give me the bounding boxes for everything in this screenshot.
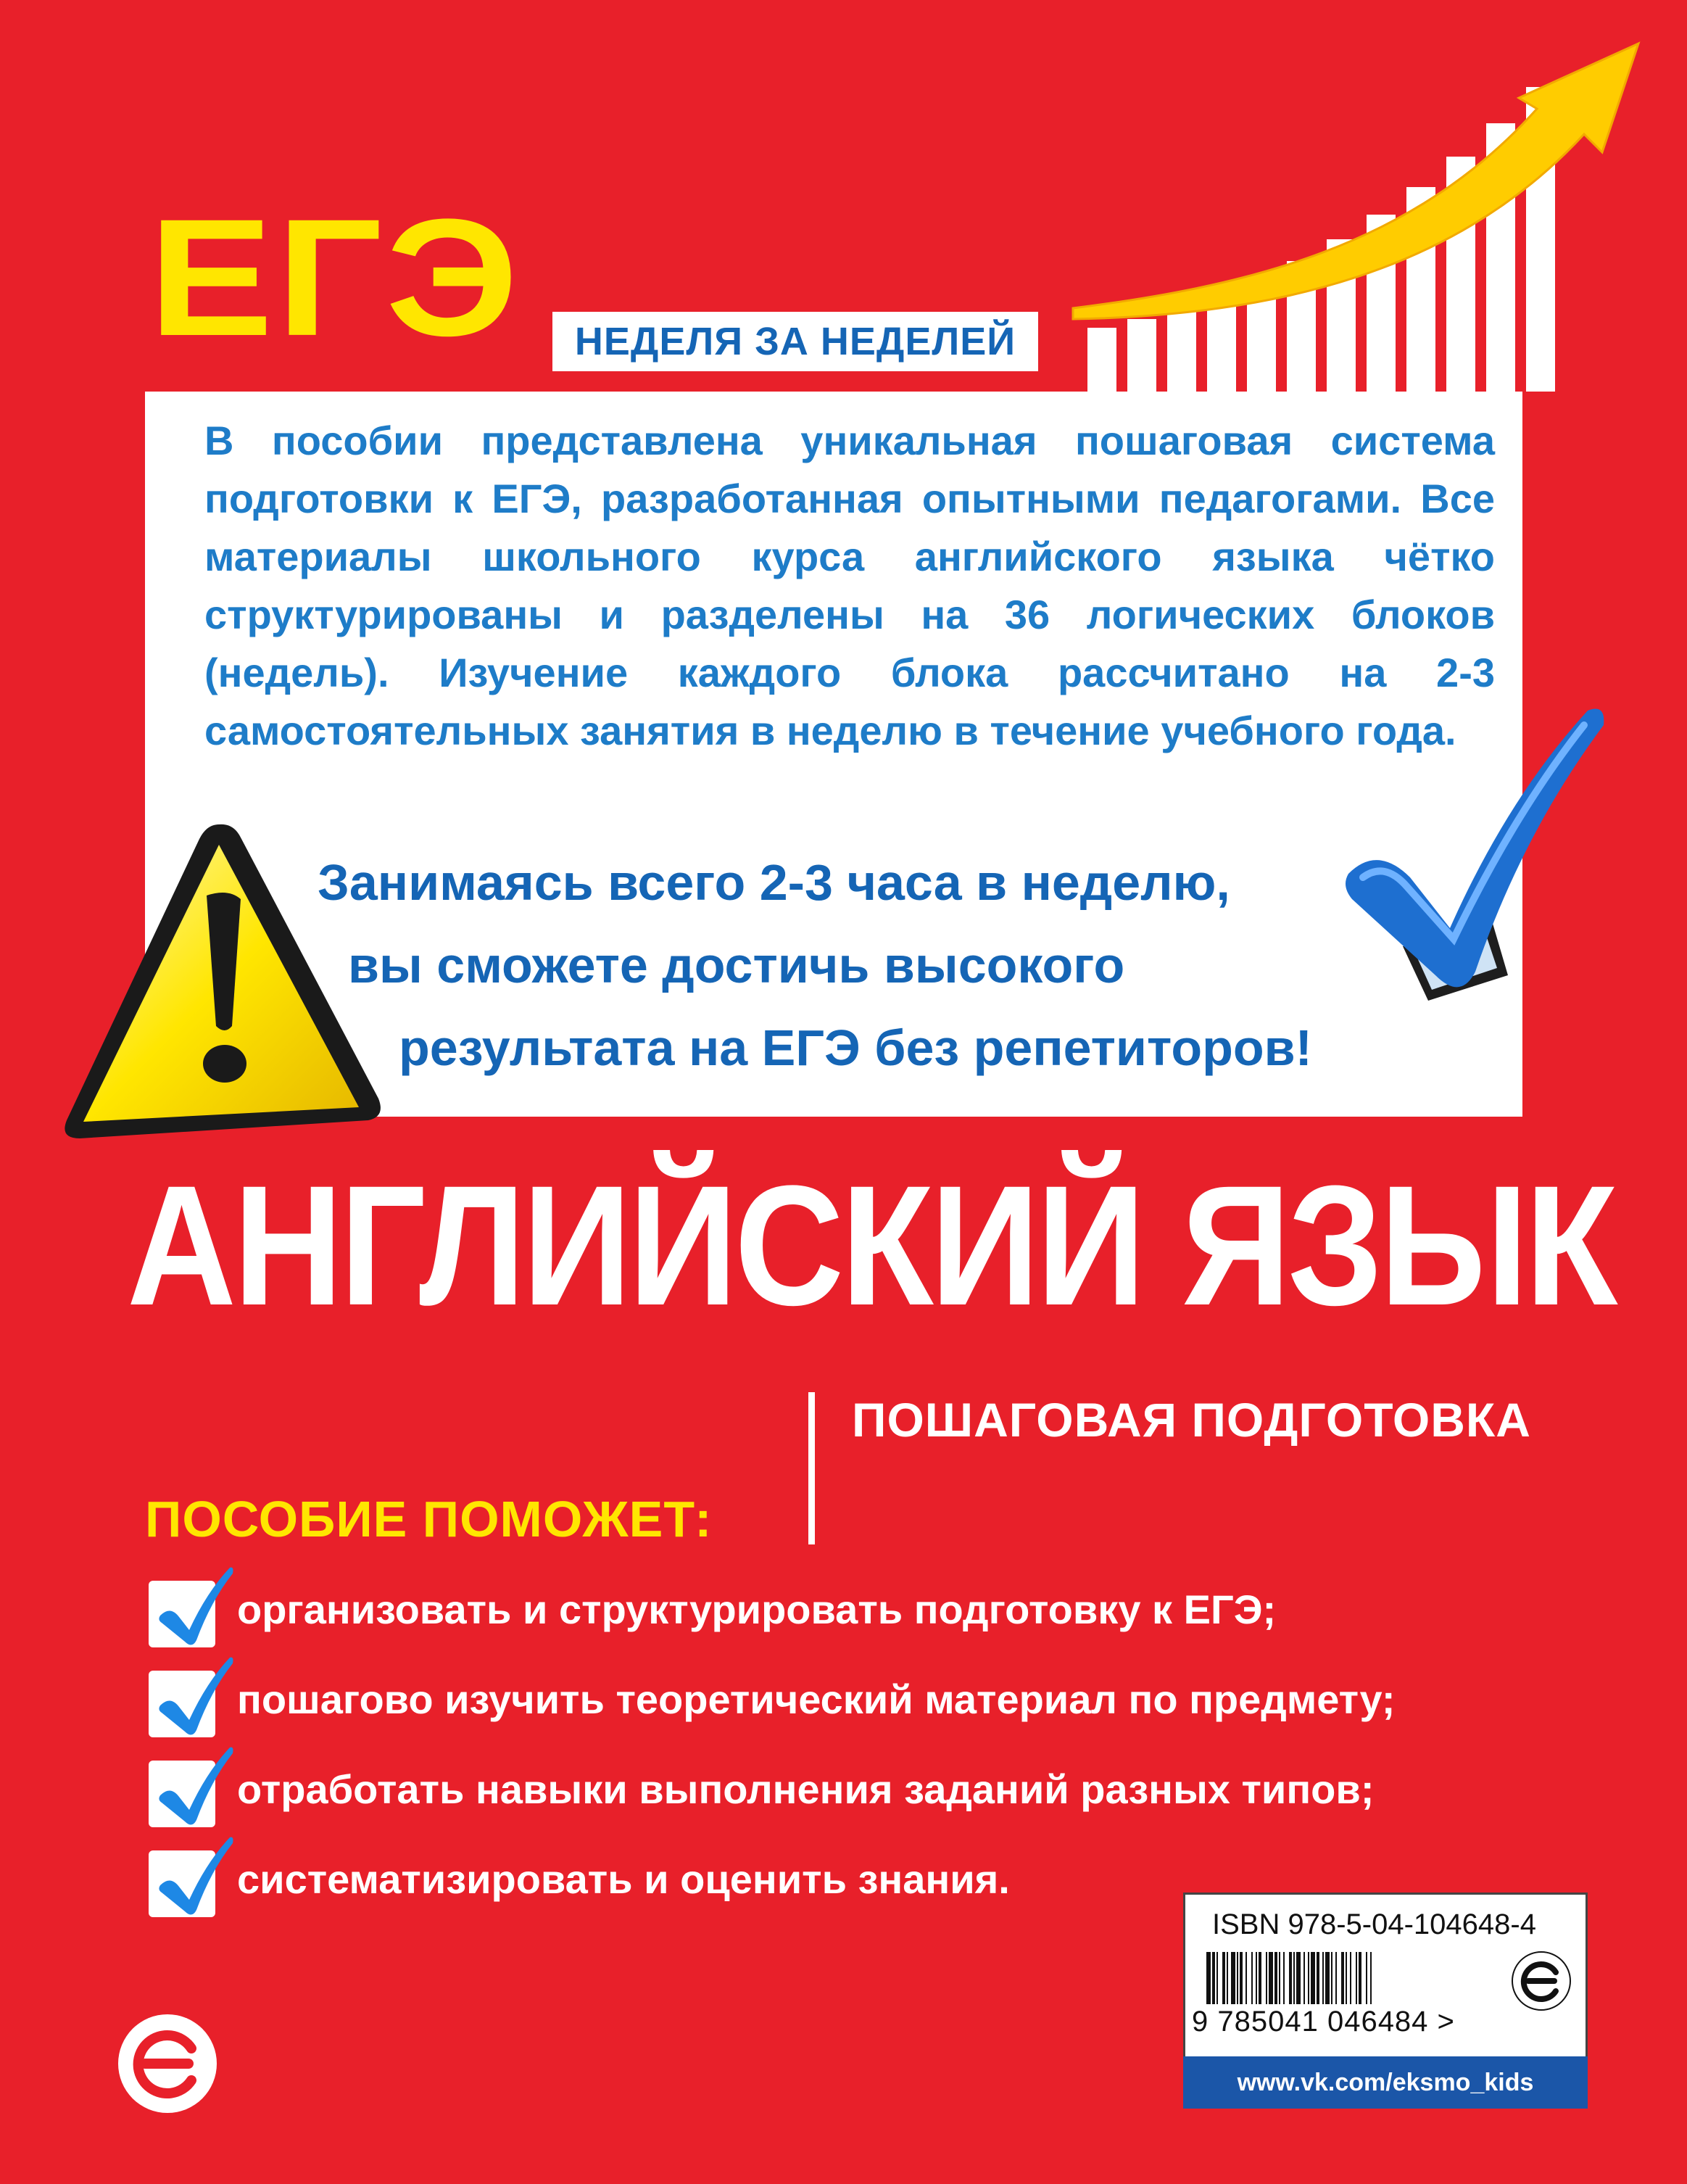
helps-heading: ПОСОБИЕ ПОМОЖЕТ: xyxy=(145,1491,713,1547)
vk-link[interactable]: www.vk.com/eksmo_kids xyxy=(1183,2056,1588,2109)
barcode-bar xyxy=(1222,1952,1225,2004)
book-subtitle: ПОШАГОВАЯ ПОДГОТОВКА xyxy=(852,1393,1531,1447)
exclamation-warning-icon xyxy=(51,808,391,1149)
barcode-bar xyxy=(1259,1952,1261,2004)
check-tick-icon xyxy=(154,1563,234,1650)
barcode-bar xyxy=(1322,1952,1324,2004)
eksmo-logo-icon xyxy=(1511,1951,1572,2011)
checkmark-icon xyxy=(1334,696,1609,1022)
promo-text xyxy=(290,841,1377,1089)
list-item xyxy=(149,1573,1526,1663)
barcode-bar xyxy=(1269,1952,1273,2004)
barcode-bar xyxy=(1256,1952,1257,2004)
barcode-bar xyxy=(1325,1952,1330,2004)
check-tick-icon xyxy=(154,1653,234,1740)
promo-line: результата на ЕГЭ без репетиторов! xyxy=(399,1019,1312,1076)
barcode-bar xyxy=(1283,1952,1285,2004)
barcode-bar xyxy=(1206,1952,1211,2004)
barcode-bar xyxy=(1346,1952,1347,2004)
list-item-text: систематизировать и оценить знания. xyxy=(237,1856,1010,1902)
helps-list xyxy=(149,1573,1526,1933)
barcode-bar xyxy=(1303,1952,1305,2004)
barcode-bar xyxy=(1356,1952,1357,2004)
barcode-bar xyxy=(1240,1952,1243,2004)
promo-line: Занимаясь всего 2-3 часа в неделю, xyxy=(318,854,1230,911)
barcode-bar xyxy=(1251,1952,1253,2004)
barcode-bar xyxy=(1266,1952,1267,2004)
barcode-bar xyxy=(1216,1952,1218,2004)
barcode-bar xyxy=(1296,1952,1301,2004)
promo-line: вы сможете достичь высокого xyxy=(348,937,1125,993)
barcode-bar xyxy=(1341,1952,1344,2004)
list-item-text: организовать и структурировать подготовку к ЕГЭ; xyxy=(237,1587,1277,1632)
barcode-bar xyxy=(1308,1952,1309,2004)
barcode-bar xyxy=(1289,1952,1292,2004)
barcode-bar xyxy=(1279,1952,1280,2004)
ege-heading: ЕГЭ xyxy=(149,184,522,371)
barcode-bar xyxy=(1237,1952,1238,2004)
week-by-week-label: НЕДЕЛЯ ЗА НЕДЕЛЕЙ xyxy=(552,312,1038,371)
barcode-bar xyxy=(1311,1952,1315,2004)
barcode-bar xyxy=(1359,1952,1361,2004)
book-title: АНГЛИЙСКИЙ ЯЗЫК xyxy=(127,1150,1615,1341)
eksmo-logo-icon xyxy=(116,2012,219,2115)
description-text: В пособии представлена уникальная пошаговая система подготовки к ЕГЭ, разработанная опытными педагогами. Все материалы школьного курса английского языка чётко структурированы и разделены на 36 логических блоков (недель). Изучение каждого блока рассчитано на 2-3 самостоятельных занятия в неделю в течение учебного года. xyxy=(204,418,1495,753)
barcode-bar xyxy=(1231,1952,1235,2004)
check-tick-icon xyxy=(154,1743,234,1830)
list-item xyxy=(149,1753,1526,1843)
barcode-bar xyxy=(1317,1952,1319,2004)
list-item xyxy=(149,1663,1526,1753)
title-divider xyxy=(808,1392,815,1544)
barcode-bar xyxy=(1331,1952,1332,2004)
check-tick-icon xyxy=(154,1833,234,1920)
list-item-text: пошагово изучить теоретический материал по предмету; xyxy=(237,1676,1396,1722)
barcode-bar xyxy=(1293,1952,1295,2004)
barcode-bar xyxy=(1212,1952,1215,2004)
growth-chart-graphic xyxy=(1066,29,1675,392)
barcode-bar xyxy=(1370,1952,1372,2004)
barcode-bar xyxy=(1335,1952,1337,2004)
barcode-bar xyxy=(1245,1952,1247,2004)
barcode-bar xyxy=(1274,1952,1277,2004)
barcode-bar xyxy=(1366,1952,1367,2004)
list-item-text: отработать навыки выполнения заданий разных типов; xyxy=(237,1766,1375,1812)
barcode-bar xyxy=(1227,1952,1228,2004)
barcode-bar xyxy=(1350,1952,1351,2004)
barcode-digits: 9 785041 046484 > xyxy=(1192,2006,1455,2038)
isbn-number: ISBN 978-5-04-104648-4 xyxy=(1212,1908,1536,1940)
